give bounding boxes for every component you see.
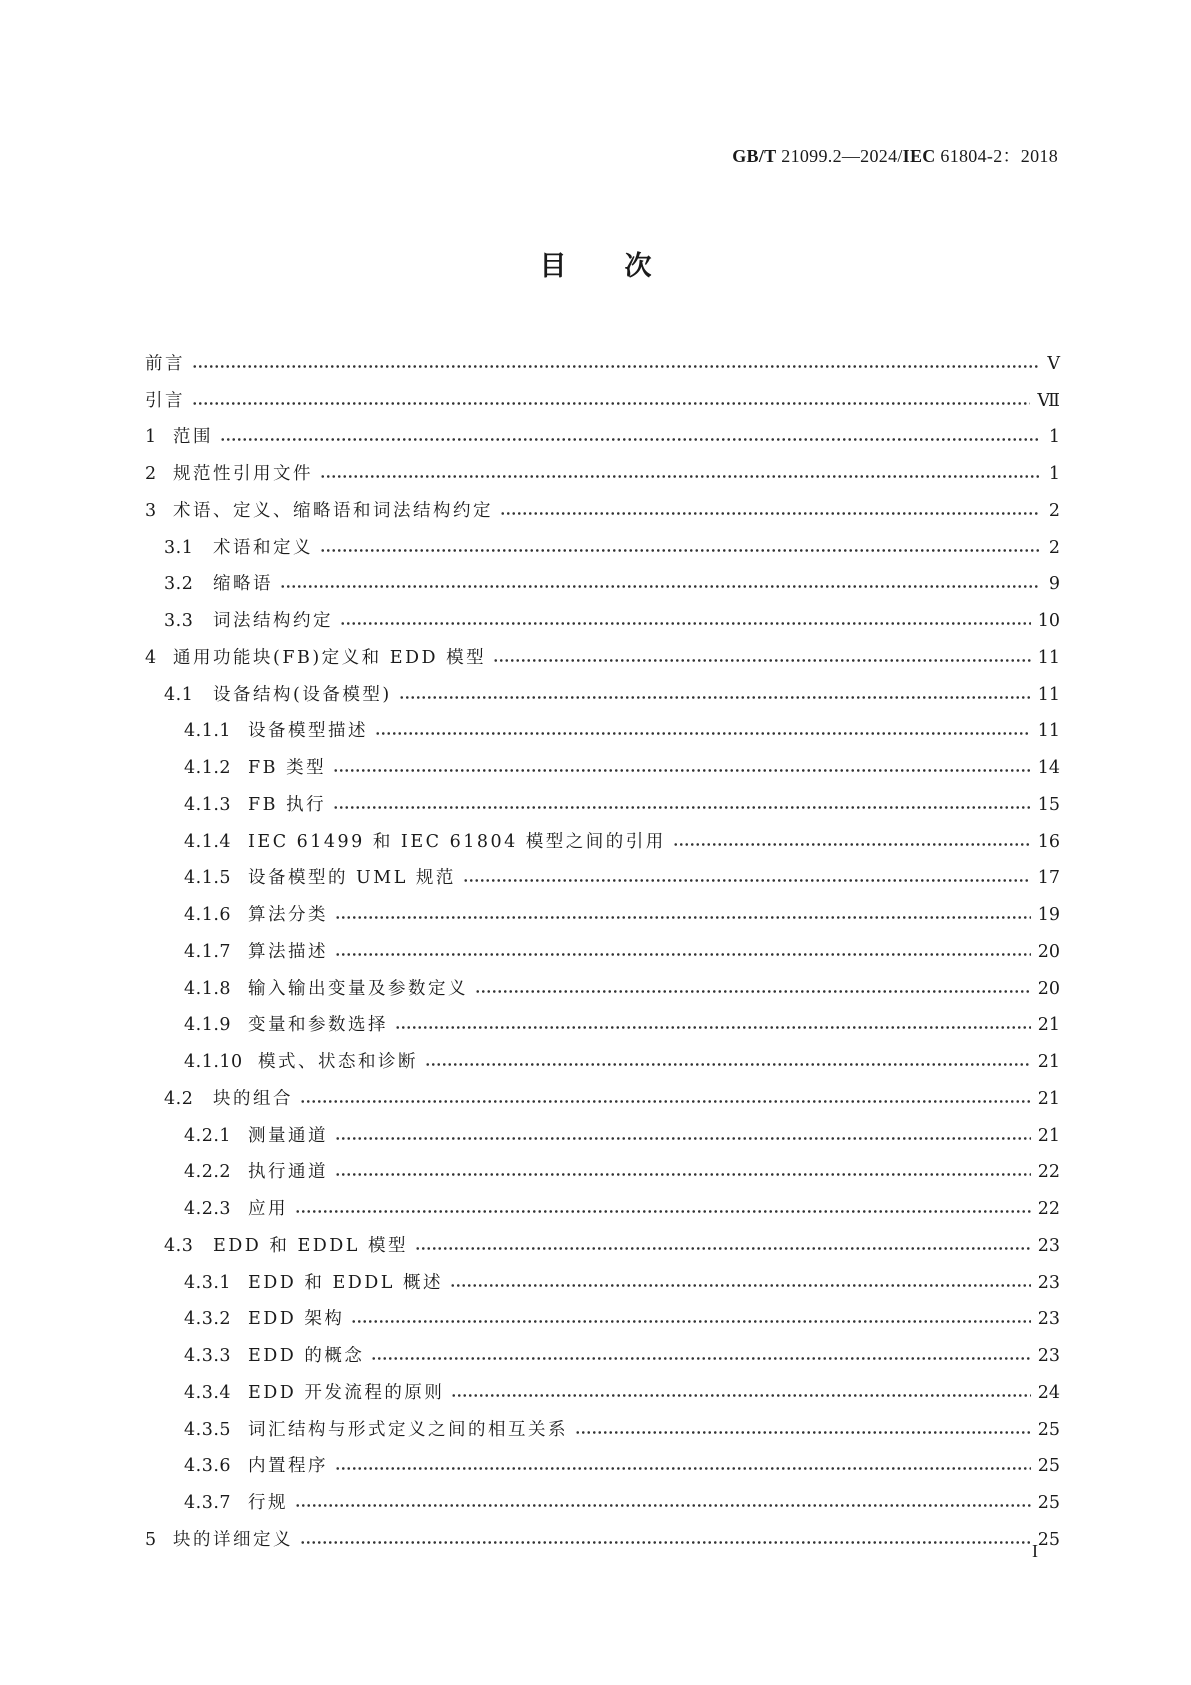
toc-section-number: 3.3 xyxy=(164,611,194,631)
toc-page-number: 10 xyxy=(1037,611,1060,631)
toc-entry[interactable] xyxy=(145,888,1060,925)
toc-section-title: EDD 架构 xyxy=(248,1309,345,1330)
toc-section-title: 设备模型描述 xyxy=(248,721,368,742)
toc-leader-dots xyxy=(192,364,1039,369)
toc-leader-dots xyxy=(192,401,1030,406)
toc-section-number: 4.1.5 xyxy=(184,868,232,889)
toc-section-title: EDD 和 EDDL 概述 xyxy=(248,1272,443,1293)
toc-section-title: 术语、定义、缩略语和词法结构约定 xyxy=(173,500,493,521)
toc-leader-dots xyxy=(335,1172,1031,1177)
toc-page-number: 23 xyxy=(1037,1272,1060,1293)
toc-entry[interactable] xyxy=(145,337,1060,374)
toc-entry[interactable] xyxy=(145,1366,1060,1403)
toc-section-number: 3 xyxy=(145,500,157,521)
toc-section-number: 4.2.2 xyxy=(184,1162,232,1183)
toc-leader-dots xyxy=(300,1099,1031,1104)
toc-section-number: 1 xyxy=(145,427,157,448)
toc-section-number: 3.1 xyxy=(164,537,194,558)
toc-entry[interactable] xyxy=(145,962,1060,999)
toc-section-number: 4.1.2 xyxy=(184,758,232,778)
toc-entry[interactable] xyxy=(145,594,1060,631)
toc-section-title: 执行通道 xyxy=(248,1162,328,1183)
toc-page-number: 21 xyxy=(1037,1015,1060,1036)
toc-section-number: 4.3.6 xyxy=(184,1456,232,1477)
toc-section-title: FB 执行 xyxy=(248,794,327,815)
standard-prefix: GB/T xyxy=(732,146,777,166)
toc-entry[interactable] xyxy=(145,1476,1060,1513)
toc-page-number: 2 xyxy=(1048,537,1060,558)
toc-section-title: 缩略语 xyxy=(213,574,273,595)
toc-section-number: 4.3 xyxy=(164,1235,194,1256)
toc-entry[interactable] xyxy=(145,852,1060,889)
toc-leader-dots xyxy=(340,621,1031,626)
toc-entry[interactable] xyxy=(145,1219,1060,1256)
toc-leader-dots xyxy=(375,731,1031,736)
toc-leader-dots xyxy=(295,1503,1031,1508)
toc-leader-dots xyxy=(425,1062,1031,1067)
toc-section-number: 4.1.1 xyxy=(184,721,232,742)
toc-section-number: 4.1.10 xyxy=(184,1052,243,1072)
toc-page-number: 11 xyxy=(1037,684,1060,705)
toc-leader-dots xyxy=(300,1540,1031,1545)
toc-section-title: 设备模型的 UML 规范 xyxy=(248,868,456,889)
toc-page-number: 25 xyxy=(1037,1529,1060,1550)
toc-page-number: 1 xyxy=(1048,464,1060,484)
toc-section-title: IEC 61499 和 IEC 61804 模型之间的引用 xyxy=(248,831,666,852)
toc-entry[interactable] xyxy=(145,411,1060,448)
toc-leader-dots xyxy=(395,1025,1031,1030)
toc-entry[interactable] xyxy=(145,447,1060,484)
toc-section-number: 4.3.4 xyxy=(184,1382,232,1403)
toc-section-title: 范围 xyxy=(173,427,213,448)
toc-leader-dots xyxy=(320,548,1039,553)
toc-entry[interactable] xyxy=(145,778,1060,815)
toc-entry[interactable] xyxy=(145,1329,1060,1366)
toc-leader-dots xyxy=(493,658,1031,663)
toc-page-number: 21 xyxy=(1037,1052,1060,1072)
toc-section-title: 内置程序 xyxy=(248,1456,328,1477)
toc-entry[interactable] xyxy=(145,484,1060,521)
toc-leader-dots xyxy=(335,952,1031,957)
toc-page-number: 21 xyxy=(1037,1125,1060,1146)
toc-entry[interactable] xyxy=(145,668,1060,705)
toc-leader-dots xyxy=(333,768,1031,773)
toc-section-title: 应用 xyxy=(248,1199,288,1219)
toc-leader-dots xyxy=(463,878,1031,883)
toc-section-title: 术语和定义 xyxy=(213,537,313,558)
toc-page-number: 20 xyxy=(1037,978,1060,999)
toc-leader-dots xyxy=(475,989,1031,994)
toc-entry[interactable] xyxy=(145,374,1060,411)
toc-page-number: 16 xyxy=(1037,831,1060,852)
toc-section-title: 前言 xyxy=(145,353,185,374)
toc-section-title: 算法描述 xyxy=(248,941,328,962)
standard-number: 21099.2—2024/ xyxy=(776,146,903,166)
toc-section-title: 引言 xyxy=(145,390,185,411)
toc-entry[interactable] xyxy=(145,558,1060,595)
toc-page-number: 25 xyxy=(1037,1419,1060,1440)
toc-entry[interactable] xyxy=(145,705,1060,742)
toc-page-number: 25 xyxy=(1037,1493,1060,1513)
toc-page-number: 20 xyxy=(1037,941,1060,962)
standard-header xyxy=(732,142,1058,168)
toc-page-number: 11 xyxy=(1037,647,1060,668)
toc-page-number: 23 xyxy=(1037,1309,1060,1330)
toc-section-number: 4.3.1 xyxy=(184,1272,232,1293)
toc-entry[interactable] xyxy=(145,521,1060,558)
toc-section-title: EDD 开发流程的原则 xyxy=(248,1382,445,1403)
toc-page-number: 21 xyxy=(1037,1088,1060,1109)
toc-page-number: 17 xyxy=(1037,868,1060,889)
toc-page-number: 19 xyxy=(1037,905,1060,925)
toc-section-title: 词法结构约定 xyxy=(213,611,333,631)
toc-page-number: 22 xyxy=(1037,1162,1060,1183)
toc-section-number: 4.1.4 xyxy=(184,831,232,852)
toc-leader-dots xyxy=(335,1466,1031,1471)
toc-page-number: 2 xyxy=(1048,500,1060,521)
toc-section-title: EDD 的概念 xyxy=(248,1346,365,1366)
toc-section-title: 模式、状态和诊断 xyxy=(258,1052,418,1072)
toc-section-number: 5 xyxy=(145,1529,157,1550)
iec-number: 61804-2：2018 xyxy=(935,146,1058,166)
toc-section-title: 输入输出变量及参数定义 xyxy=(248,978,468,999)
toc-entry[interactable] xyxy=(145,1182,1060,1219)
toc-entry[interactable] xyxy=(145,1293,1060,1330)
toc-section-title: 规范性引用文件 xyxy=(173,464,313,484)
toc-section-number: 4.2.1 xyxy=(184,1125,232,1146)
toc-page-number: 24 xyxy=(1037,1382,1060,1403)
page-title: 目次 xyxy=(539,251,710,282)
toc-section-number: 4.2 xyxy=(164,1088,194,1109)
toc-entry[interactable] xyxy=(145,1440,1060,1477)
toc-page-number: 25 xyxy=(1037,1456,1060,1477)
toc-entry[interactable] xyxy=(145,1513,1060,1550)
toc-leader-dots xyxy=(333,805,1031,810)
toc-section-number: 2 xyxy=(145,464,157,484)
toc-page-number: 23 xyxy=(1037,1235,1060,1256)
toc-leader-dots xyxy=(335,915,1031,920)
toc-entry[interactable] xyxy=(145,999,1060,1036)
toc-leader-dots xyxy=(320,474,1039,479)
toc-page-number: 22 xyxy=(1037,1199,1060,1219)
toc-section-number: 4.3.7 xyxy=(184,1493,232,1513)
toc-section-number: 4.1.9 xyxy=(184,1015,232,1036)
toc-section-title: 块的组合 xyxy=(213,1088,293,1109)
toc-section-title: 块的详细定义 xyxy=(173,1529,293,1550)
toc-leader-dots xyxy=(415,1246,1031,1251)
table-of-contents xyxy=(145,337,1060,1550)
toc-entry[interactable] xyxy=(145,925,1060,962)
toc-section-number: 4.1.6 xyxy=(184,905,232,925)
toc-leader-dots xyxy=(295,1209,1031,1214)
toc-entry[interactable] xyxy=(145,741,1060,778)
toc-page-number: Ⅶ xyxy=(1037,390,1060,411)
toc-section-number: 4.1 xyxy=(164,684,194,705)
toc-section-title: FB 类型 xyxy=(248,758,327,778)
toc-leader-dots xyxy=(335,1136,1031,1141)
toc-section-number: 4 xyxy=(145,647,157,668)
toc-leader-dots xyxy=(220,437,1039,442)
toc-section-title: 行规 xyxy=(248,1493,288,1513)
toc-entry[interactable] xyxy=(145,1403,1060,1440)
toc-section-title: 算法分类 xyxy=(248,905,328,925)
toc-page-number: 14 xyxy=(1037,758,1060,778)
toc-page-number: 15 xyxy=(1037,794,1060,815)
toc-entry[interactable] xyxy=(145,1109,1060,1146)
toc-page-number: 23 xyxy=(1037,1346,1060,1366)
toc-leader-dots xyxy=(450,1283,1031,1288)
toc-page-number: 9 xyxy=(1048,574,1060,595)
toc-leader-dots xyxy=(575,1430,1031,1435)
toc-leader-dots xyxy=(371,1356,1030,1361)
toc-section-number: 3.2 xyxy=(164,574,194,595)
toc-section-number: 4.3.5 xyxy=(184,1419,232,1440)
toc-leader-dots xyxy=(280,584,1039,589)
toc-section-number: 4.1.8 xyxy=(184,978,232,999)
toc-leader-dots xyxy=(451,1393,1030,1398)
toc-section-title: EDD 和 EDDL 模型 xyxy=(213,1235,408,1256)
toc-section-number: 4.3.2 xyxy=(184,1309,232,1330)
toc-page-number: 11 xyxy=(1037,721,1060,742)
toc-section-title: 变量和参数选择 xyxy=(248,1015,388,1036)
toc-section-number: 4.1.3 xyxy=(184,794,232,815)
toc-leader-dots xyxy=(399,695,1031,700)
toc-entry[interactable] xyxy=(145,1072,1060,1109)
toc-page-number: Ⅴ xyxy=(1047,353,1060,374)
toc-entry[interactable] xyxy=(145,815,1060,852)
toc-entry[interactable] xyxy=(145,1035,1060,1072)
toc-section-title: 词汇结构与形式定义之间的相互关系 xyxy=(248,1419,568,1440)
toc-leader-dots xyxy=(500,511,1039,516)
toc-section-number: 4.2.3 xyxy=(184,1199,232,1219)
toc-page-number: 1 xyxy=(1048,427,1060,448)
toc-entry[interactable] xyxy=(145,1146,1060,1183)
toc-leader-dots xyxy=(351,1319,1030,1324)
toc-entry[interactable] xyxy=(145,1256,1060,1293)
toc-section-number: 4.3.3 xyxy=(184,1346,232,1366)
toc-section-title: 设备结构(设备模型) xyxy=(213,684,392,705)
iec-prefix: IEC xyxy=(902,146,936,166)
page-number: I xyxy=(1032,1541,1038,1561)
toc-section-title: 测量通道 xyxy=(248,1125,328,1146)
toc-entry[interactable] xyxy=(145,631,1060,668)
toc-leader-dots xyxy=(673,842,1031,847)
toc-section-title: 通用功能块(FB)定义和 EDD 模型 xyxy=(173,647,487,668)
toc-section-number: 4.1.7 xyxy=(184,941,232,962)
